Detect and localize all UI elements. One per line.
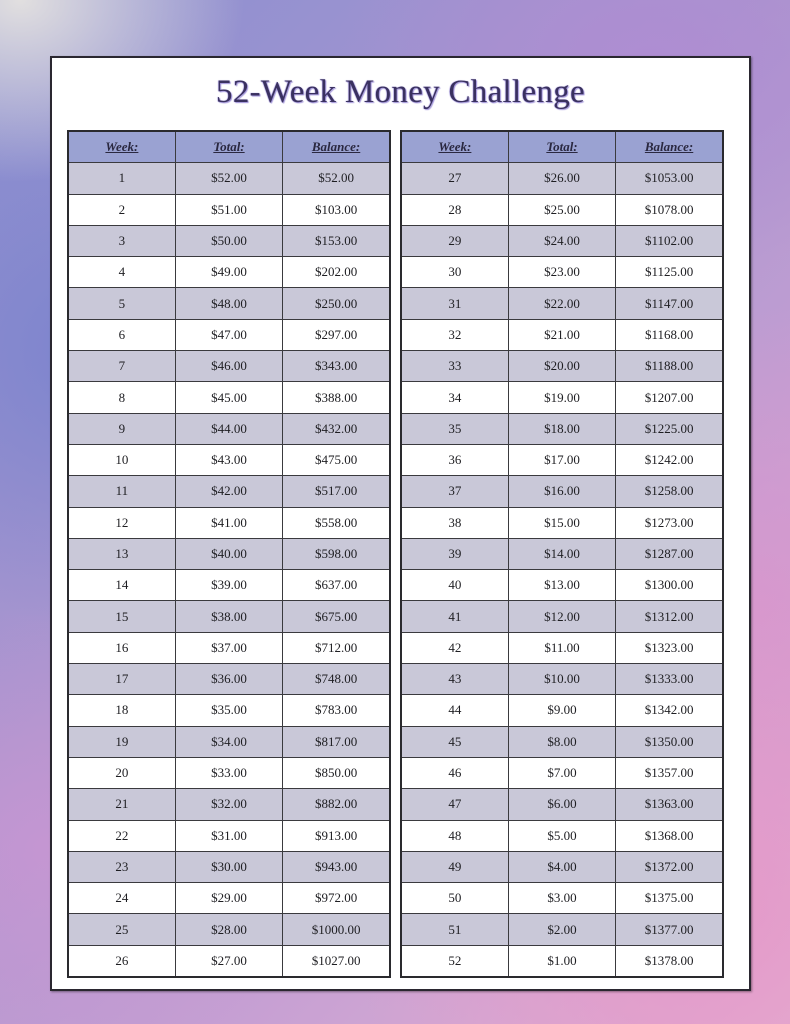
table-row — [401, 757, 723, 788]
balance-cell: $1125.00 — [616, 257, 723, 288]
total-cell: $17.00 — [508, 444, 615, 475]
table-row — [68, 382, 390, 413]
table-row — [401, 476, 723, 507]
week-cell: 52 — [401, 945, 508, 977]
total-cell: $52.00 — [175, 163, 282, 194]
balance-cell: $1287.00 — [616, 538, 723, 569]
balance-cell: $1000.00 — [283, 914, 390, 945]
balance-cell: $783.00 — [283, 695, 390, 726]
table-row — [68, 945, 390, 977]
week-column-header: Week: — [401, 131, 508, 163]
total-cell: $42.00 — [175, 476, 282, 507]
total-cell: $43.00 — [175, 444, 282, 475]
balance-cell: $1350.00 — [616, 726, 723, 757]
total-cell: $50.00 — [175, 225, 282, 256]
week-cell: 34 — [401, 382, 508, 413]
week-cell: 16 — [68, 632, 175, 663]
total-cell: $16.00 — [508, 476, 615, 507]
week-cell: 14 — [68, 570, 175, 601]
balance-cell: $250.00 — [283, 288, 390, 319]
total-cell: $49.00 — [175, 257, 282, 288]
balance-cell: $1242.00 — [616, 444, 723, 475]
total-cell: $20.00 — [508, 351, 615, 382]
total-cell: $34.00 — [175, 726, 282, 757]
total-cell: $1.00 — [508, 945, 615, 977]
total-cell: $30.00 — [175, 851, 282, 882]
total-cell: $44.00 — [175, 413, 282, 444]
table-row — [68, 632, 390, 663]
week-cell: 21 — [68, 789, 175, 820]
total-column-header: Total: — [508, 131, 615, 163]
balance-cell: $637.00 — [283, 570, 390, 601]
total-cell: $27.00 — [175, 945, 282, 977]
week-cell: 3 — [68, 225, 175, 256]
balance-cell: $153.00 — [283, 225, 390, 256]
balance-cell: $1363.00 — [616, 789, 723, 820]
balance-cell: $1027.00 — [283, 945, 390, 977]
total-cell: $40.00 — [175, 538, 282, 569]
week-cell: 43 — [401, 664, 508, 695]
balance-cell: $1312.00 — [616, 601, 723, 632]
total-cell: $12.00 — [508, 601, 615, 632]
week-cell: 26 — [68, 945, 175, 977]
balance-cell: $558.00 — [283, 507, 390, 538]
week-cell: 47 — [401, 789, 508, 820]
table-row — [401, 225, 723, 256]
week-cell: 10 — [68, 444, 175, 475]
total-cell: $21.00 — [508, 319, 615, 350]
balance-cell: $1102.00 — [616, 225, 723, 256]
table-row — [68, 695, 390, 726]
week-cell: 5 — [68, 288, 175, 319]
balance-cell: $748.00 — [283, 664, 390, 695]
table-row — [68, 413, 390, 444]
table-row — [401, 288, 723, 319]
balance-cell: $1258.00 — [616, 476, 723, 507]
weeks-27-52-table — [400, 130, 724, 978]
total-cell: $26.00 — [508, 163, 615, 194]
table-header-row — [401, 131, 723, 163]
total-cell: $9.00 — [508, 695, 615, 726]
total-cell: $35.00 — [175, 695, 282, 726]
table-row — [401, 664, 723, 695]
week-cell: 40 — [401, 570, 508, 601]
balance-cell: $1207.00 — [616, 382, 723, 413]
table-row — [68, 726, 390, 757]
table-row — [68, 820, 390, 851]
week-cell: 27 — [401, 163, 508, 194]
balance-cell: $972.00 — [283, 883, 390, 914]
table-row — [68, 789, 390, 820]
week-cell: 42 — [401, 632, 508, 663]
table-row — [68, 194, 390, 225]
table-header-row — [68, 131, 390, 163]
table-row — [401, 914, 723, 945]
table-row — [401, 257, 723, 288]
table-row — [401, 695, 723, 726]
total-cell: $51.00 — [175, 194, 282, 225]
balance-cell: $1225.00 — [616, 413, 723, 444]
week-cell: 39 — [401, 538, 508, 569]
total-cell: $7.00 — [508, 757, 615, 788]
week-cell: 41 — [401, 601, 508, 632]
total-cell: $19.00 — [508, 382, 615, 413]
balance-cell: $388.00 — [283, 382, 390, 413]
week-cell: 13 — [68, 538, 175, 569]
balance-cell: $52.00 — [283, 163, 390, 194]
balance-cell: $1372.00 — [616, 851, 723, 882]
balance-cell: $1053.00 — [616, 163, 723, 194]
week-cell: 1 — [68, 163, 175, 194]
balance-cell: $1377.00 — [616, 914, 723, 945]
balance-cell: $943.00 — [283, 851, 390, 882]
balance-cell: $1378.00 — [616, 945, 723, 977]
balance-cell: $297.00 — [283, 319, 390, 350]
total-cell: $13.00 — [508, 570, 615, 601]
balance-cell: $1342.00 — [616, 695, 723, 726]
week-cell: 36 — [401, 444, 508, 475]
balance-cell: $882.00 — [283, 789, 390, 820]
challenge-sheet — [50, 56, 751, 991]
balance-cell: $103.00 — [283, 194, 390, 225]
total-cell: $6.00 — [508, 789, 615, 820]
week-cell: 4 — [68, 257, 175, 288]
total-cell: $41.00 — [175, 507, 282, 538]
table-row — [68, 319, 390, 350]
week-cell: 38 — [401, 507, 508, 538]
total-cell: $31.00 — [175, 820, 282, 851]
table-row — [68, 507, 390, 538]
week-cell: 25 — [68, 914, 175, 945]
week-cell: 23 — [68, 851, 175, 882]
week-cell: 2 — [68, 194, 175, 225]
table-row — [68, 570, 390, 601]
total-cell: $46.00 — [175, 351, 282, 382]
total-cell: $47.00 — [175, 319, 282, 350]
week-cell: 7 — [68, 351, 175, 382]
balance-cell: $850.00 — [283, 757, 390, 788]
week-cell: 22 — [68, 820, 175, 851]
balance-cell: $913.00 — [283, 820, 390, 851]
table-row — [401, 538, 723, 569]
total-cell: $14.00 — [508, 538, 615, 569]
total-cell: $36.00 — [175, 664, 282, 695]
table-row — [401, 851, 723, 882]
table-row — [401, 507, 723, 538]
table-row — [401, 570, 723, 601]
week-cell: 24 — [68, 883, 175, 914]
table-row — [401, 444, 723, 475]
total-cell: $29.00 — [175, 883, 282, 914]
table-row — [401, 351, 723, 382]
week-cell: 37 — [401, 476, 508, 507]
table-row — [401, 726, 723, 757]
table-row — [68, 664, 390, 695]
table-body — [68, 163, 390, 977]
balance-cell: $1368.00 — [616, 820, 723, 851]
week-cell: 6 — [68, 319, 175, 350]
balance-cell: $1273.00 — [616, 507, 723, 538]
table-row — [68, 538, 390, 569]
weeks-1-26-table — [67, 130, 391, 978]
total-cell: $23.00 — [508, 257, 615, 288]
balance-column-header: Balance: — [283, 131, 390, 163]
total-cell: $10.00 — [508, 664, 615, 695]
page-title: 52-Week Money Challenge — [216, 74, 585, 110]
total-cell: $5.00 — [508, 820, 615, 851]
week-cell: 44 — [401, 695, 508, 726]
balance-cell: $1357.00 — [616, 757, 723, 788]
week-cell: 20 — [68, 757, 175, 788]
week-cell: 12 — [68, 507, 175, 538]
total-cell: $45.00 — [175, 382, 282, 413]
total-cell: $38.00 — [175, 601, 282, 632]
table-row — [401, 789, 723, 820]
balance-cell: $343.00 — [283, 351, 390, 382]
balance-cell: $202.00 — [283, 257, 390, 288]
week-cell: 19 — [68, 726, 175, 757]
week-cell: 18 — [68, 695, 175, 726]
balance-cell: $475.00 — [283, 444, 390, 475]
total-cell: $18.00 — [508, 413, 615, 444]
table-row — [401, 163, 723, 194]
week-column-header: Week: — [68, 131, 175, 163]
week-cell: 17 — [68, 664, 175, 695]
total-cell: $28.00 — [175, 914, 282, 945]
table-row — [68, 444, 390, 475]
total-cell: $25.00 — [508, 194, 615, 225]
balance-cell: $1323.00 — [616, 632, 723, 663]
table-row — [68, 757, 390, 788]
week-cell: 49 — [401, 851, 508, 882]
table-row — [401, 413, 723, 444]
balance-cell: $1078.00 — [616, 194, 723, 225]
balance-cell: $1375.00 — [616, 883, 723, 914]
balance-cell: $675.00 — [283, 601, 390, 632]
total-cell: $11.00 — [508, 632, 615, 663]
table-row — [68, 351, 390, 382]
week-cell: 29 — [401, 225, 508, 256]
table-row — [68, 257, 390, 288]
table-row — [401, 883, 723, 914]
total-cell: $4.00 — [508, 851, 615, 882]
total-cell: $24.00 — [508, 225, 615, 256]
total-cell: $33.00 — [175, 757, 282, 788]
balance-cell: $817.00 — [283, 726, 390, 757]
total-cell: $39.00 — [175, 570, 282, 601]
total-cell: $48.00 — [175, 288, 282, 319]
week-cell: 32 — [401, 319, 508, 350]
table-body — [401, 163, 723, 977]
total-column-header: Total: — [175, 131, 282, 163]
balance-cell: $517.00 — [283, 476, 390, 507]
balance-cell: $1333.00 — [616, 664, 723, 695]
balance-cell: $598.00 — [283, 538, 390, 569]
table-row — [401, 945, 723, 977]
week-cell: 46 — [401, 757, 508, 788]
week-cell: 35 — [401, 413, 508, 444]
week-cell: 15 — [68, 601, 175, 632]
total-cell: $3.00 — [508, 883, 615, 914]
table-row — [401, 601, 723, 632]
balance-cell: $1147.00 — [616, 288, 723, 319]
table-row — [68, 851, 390, 882]
table-row — [401, 382, 723, 413]
total-cell: $22.00 — [508, 288, 615, 319]
balance-cell: $1168.00 — [616, 319, 723, 350]
table-row — [68, 914, 390, 945]
table-row — [401, 632, 723, 663]
balance-cell: $1300.00 — [616, 570, 723, 601]
balance-column-header: Balance: — [616, 131, 723, 163]
balance-cell: $1188.00 — [616, 351, 723, 382]
week-cell: 50 — [401, 883, 508, 914]
table-row — [68, 288, 390, 319]
week-cell: 9 — [68, 413, 175, 444]
balance-cell: $432.00 — [283, 413, 390, 444]
table-row — [68, 476, 390, 507]
table-row — [68, 883, 390, 914]
balance-cell: $712.00 — [283, 632, 390, 663]
total-cell: $2.00 — [508, 914, 615, 945]
table-row — [401, 194, 723, 225]
week-cell: 8 — [68, 382, 175, 413]
week-cell: 48 — [401, 820, 508, 851]
total-cell: $32.00 — [175, 789, 282, 820]
week-cell: 28 — [401, 194, 508, 225]
week-cell: 11 — [68, 476, 175, 507]
week-cell: 33 — [401, 351, 508, 382]
table-row — [401, 319, 723, 350]
total-cell: $37.00 — [175, 632, 282, 663]
table-row — [68, 225, 390, 256]
week-cell: 45 — [401, 726, 508, 757]
week-cell: 30 — [401, 257, 508, 288]
table-row — [68, 601, 390, 632]
table-row — [401, 820, 723, 851]
week-cell: 31 — [401, 288, 508, 319]
table-row — [68, 163, 390, 194]
week-cell: 51 — [401, 914, 508, 945]
total-cell: $15.00 — [508, 507, 615, 538]
total-cell: $8.00 — [508, 726, 615, 757]
